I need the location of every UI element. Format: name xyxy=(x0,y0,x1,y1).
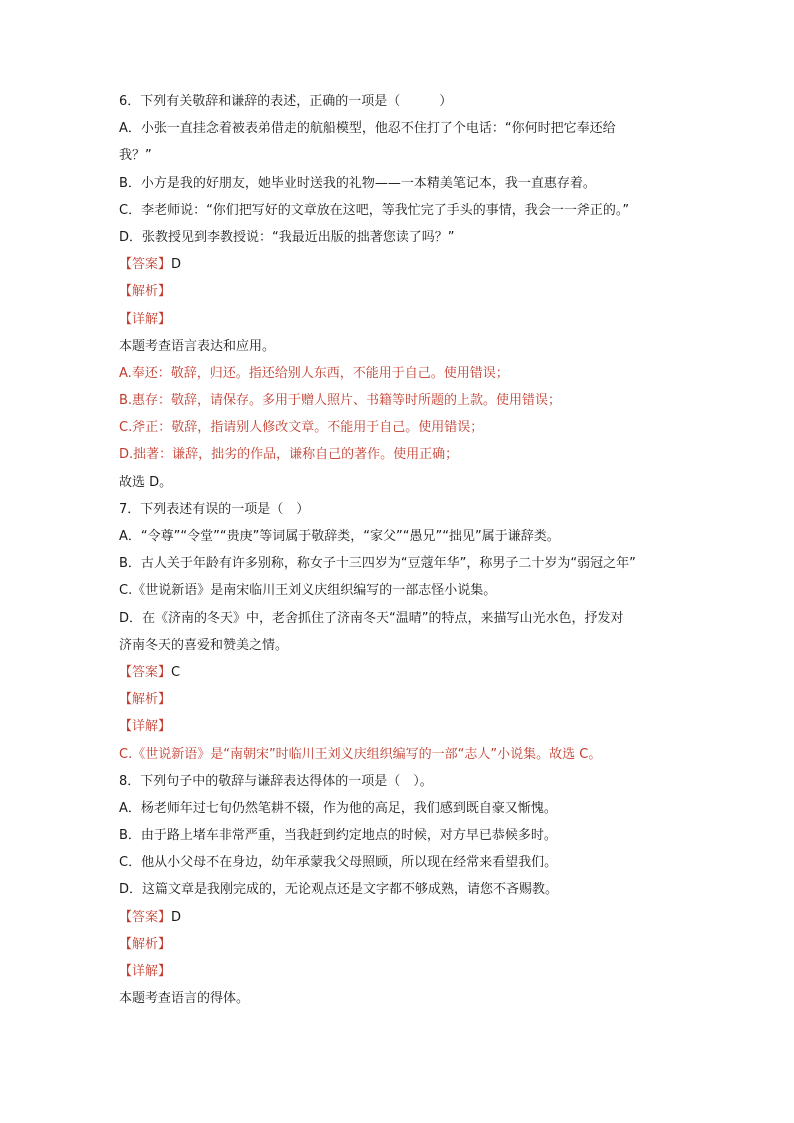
q6-conclusion: 故选 D。 xyxy=(119,474,173,490)
answer-tag: 【答案】 xyxy=(119,909,172,925)
answer-tag: 【答案】 xyxy=(119,257,172,273)
q8-detail: 本题考查语言的得体。 xyxy=(119,991,250,1007)
q8-option-d: D．这篇文章是我刚完成的，无论观点还是文字都不够成熟，请您不吝赐教。 xyxy=(119,882,559,898)
q6-option-a: A．小张一直挂念着被表弟借走的航船模型，他忍不住打了个电话：“你何时把它奉还给 xyxy=(119,121,616,137)
q8-option-c: C．他从小父母不在身边，幼年承蒙我父母照顾，所以现在经常来看望我们。 xyxy=(119,855,558,871)
q6-explain-d: D.拙著：谦辞，拙劣的作品，谦称自己的著作。使用正确； xyxy=(119,447,459,463)
q6-detail: 本题考查语言表达和应用。 xyxy=(119,338,276,354)
answer-value: D xyxy=(171,909,182,925)
answer-value: C xyxy=(171,664,181,680)
q6-option-c: C．李老师说：“你们把写好的文章放在这吧，等我忙完了手头的事情，我会一一斧正的。” xyxy=(119,202,630,218)
q8-option-b: B．由于路上堵车非常严重，当我赶到约定地点的时候，对方早已恭候多时。 xyxy=(119,828,557,844)
q7-explanation: C.《世说新语》是“南朝宋”时临川王刘义庆组织编写的一部“志人”小说集。故选 C。 xyxy=(119,746,602,762)
q8-option-a: A．杨老师年过七旬仍然笔耕不辍，作为他的高足，我们感到既自豪又惭愧。 xyxy=(119,800,557,816)
q6-explain-b: B.惠存：敬辞，请保存。多用于赠人照片、书籍等时所题的上款。使用错误； xyxy=(119,393,562,409)
answer-tag: 【答案】 xyxy=(119,664,172,680)
q6-explain-c: C.斧正：敬辞，指请别人修改文章。不能用于自己。使用错误； xyxy=(119,420,484,436)
q8-detail-tag: 【详解】 xyxy=(119,964,172,979)
q8-stem: 8．下列句子中的敬辞与谦辞表达得体的一项是（ ）。 xyxy=(119,773,433,789)
q7-analysis-tag: 【解析】 xyxy=(119,692,172,708)
answer-value: D xyxy=(171,257,182,273)
q8-analysis-tag: 【解析】 xyxy=(119,936,172,952)
q7-answer xyxy=(119,659,679,686)
document-page xyxy=(119,88,679,1012)
q6-detail-tag: 【详解】 xyxy=(119,311,172,327)
q7-option-d: D．在《济南的冬天》中，老舍抓住了济南冬天“温晴”的特点，来描写山光水色，抒发对 xyxy=(119,610,624,626)
q7-stem: 7．下列表述有误的一项是（ ） xyxy=(119,501,310,517)
q7-option-b: B．古人关于年龄有许多别称，称女子十三四岁为“豆蔻年华”，称男子二十岁为“弱冠之年” xyxy=(119,556,636,572)
q6-option-b: B．小方是我的好朋友，她毕业时送我的礼物——一本精美笔记本，我一直惠存着。 xyxy=(119,175,596,191)
q7-option-d-cont: 济南冬天的喜爱和赞美之情。 xyxy=(119,637,289,653)
q6-analysis-tag: 【解析】 xyxy=(119,284,172,300)
q6-explain-a: A.奉还：敬辞，归还。指还给别人东西，不能用于自己。使用错误； xyxy=(119,365,509,381)
q6-option-a-cont: 我？” xyxy=(119,148,152,164)
q7-detail-tag: 【详解】 xyxy=(119,719,172,735)
q6-stem: 6．下列有关敬辞和谦辞的表述，正确的一项是（ ） xyxy=(119,94,453,109)
q8-answer xyxy=(119,904,679,931)
q7-option-a: A．“令尊”“令堂”“贵庚”等词属于敬辞类，“家父”“愚兄”“拙见”属于谦辞类。 xyxy=(119,529,560,544)
q7-option-c: C.《世说新语》是南宋临川王刘义庆组织编写的一部志怪小说集。 xyxy=(119,583,497,599)
q6-option-d: D．张教授见到李教授说：“我最近出版的拙著您读了吗？” xyxy=(119,229,455,245)
q6-answer xyxy=(119,251,679,278)
